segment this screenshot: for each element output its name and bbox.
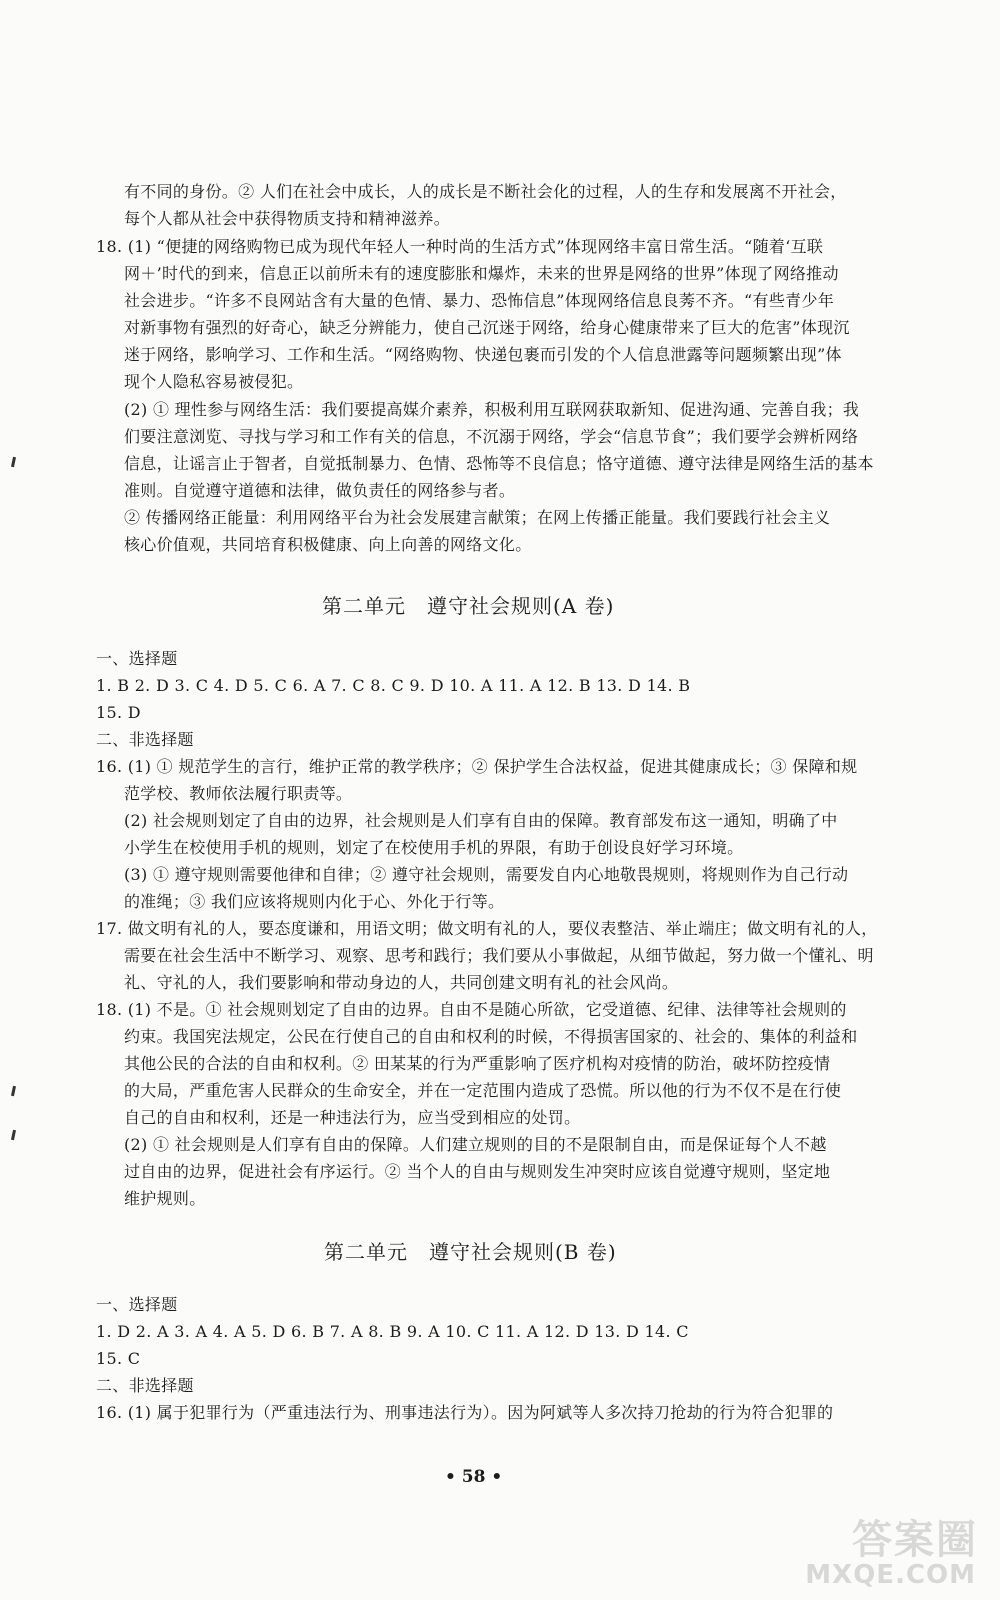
text-line: 范学校、教师依法履行职责等。 — [124, 784, 353, 803]
answer-row: 1. B 2. D 3. C 4. D 5. C 6. A 7. C 8. C 9. D 10. A 11. A 12. B 13. D 14. B — [96, 676, 691, 695]
text-line: 现个人隐私容易被侵犯。 — [124, 372, 304, 391]
watermark-logo: 答案圈 — [852, 1516, 978, 1563]
section-heading: 二、非选择题 — [96, 1376, 194, 1395]
text-line: 迷于网络，影响学习、工作和生活。“网络购物、快递包裹而引发的个人信息泄露等问题频繁出现”体 — [124, 345, 842, 364]
section-title: 第二单元 遵守社会规则(B 卷) — [324, 1240, 617, 1264]
section-heading: 一、选择题 — [96, 1295, 178, 1314]
text-line: 们要注意浏览、寻找与学习和工作有关的信息，不沉溺于网络，学会“信息节食”；我们要学会辨析网络 — [124, 427, 859, 446]
text-line: 18. (1) 不是。① 社会规则划定了自由的边界。自由不是随心所欲，它受道德、纪律、法律等社会规则的 — [96, 1000, 847, 1019]
watermark — [788, 1508, 978, 1590]
text-line: 网＋’时代的到来，信息正以前所未有的速度膨胀和爆炸，未来的世界是网络的世界”体现了网络推动 — [124, 264, 839, 283]
text-line: 信息，让谣言止于智者，自觉抵制暴力、色情、恐怖等不良信息；恪守道德、遵守法律是网络生活的基本 — [124, 454, 874, 473]
answer-row: 1. D 2. A 3. A 4. A 5. D 6. B 7. A 8. B 9. A 10. C 11. A 12. D 13. D 14. C — [96, 1322, 689, 1341]
section-heading: 二、非选择题 — [96, 730, 194, 749]
scan-mark — [11, 1086, 16, 1096]
text-line: 对新事物有强烈的好奇心，缺乏分辨能力，使自己沉迷于网络，给身心健康带来了巨大的危害”体现沉 — [124, 318, 850, 337]
text-line: 18. (1) “便捷的网络购物已成为现代年轻人一种时尚的生活方式”体现网络丰富日常生活。“随着‘互联 — [96, 237, 824, 256]
text-line: 其他公民的合法的自由和权利。② 田某某的行为严重影响了医疗机构对疫情的防治，破坏防控疫情 — [124, 1054, 831, 1073]
text-line: 16. (1) ① 规范学生的言行，维护正常的教学秩序；② 保护学生合法权益，促进其健康成长；③ 保障和规 — [96, 757, 858, 776]
text-line: 礼、守礼的人，我们要影响和带动身边的人，共同创建文明有礼的社会风尚。 — [124, 973, 679, 992]
text-line: (2) 社会规则划定了自由的边界，社会规则是人们享有自由的保障。教育部发布这一通知，明确了中 — [124, 811, 838, 830]
text-line: 小学生在校使用手机的规则，划定了在校使用手机的界限，有助于创设良好学习环境。 — [124, 838, 744, 857]
text-line: 每个人都从社会中获得物质支持和精神滋养。 — [124, 209, 451, 228]
text-line: 有不同的身份。② 人们在社会中成长，人的成长是不断社会化的过程，人的生存和发展离不开社会， — [124, 182, 847, 201]
scan-mark — [11, 457, 16, 467]
text-line: (2) ① 社会规则是人们享有自由的保障。人们建立规则的目的不是限制自由，而是保证每个人不越 — [124, 1135, 827, 1154]
text-line: (2) ① 理性参与网络生活：我们要提高媒介素养，积极利用互联网获取新知、促进沟通、完善自我；我 — [124, 400, 860, 419]
text-line: 的准绳；③ 我们应该将规则内化于心、外化于行等。 — [124, 892, 505, 911]
text-line: 社会进步。“许多不良网站含有大量的色情、暴力、恐怖信息”体现网络信息良莠不齐。“有些青少年 — [124, 291, 835, 310]
answer-row: 15. C — [96, 1349, 141, 1368]
text-line: 过自由的边界，促进社会有序运行。② 当个人的自由与规则发生冲突时应该自觉遵守规则，坚定地 — [124, 1162, 831, 1181]
text-line: 维护规则。 — [124, 1189, 206, 1208]
text-line: (3) ① 遵守规则需要他律和自律；② 遵守社会规则，需要发自内心地敬畏规则，将规则作为自己行动 — [124, 865, 849, 884]
text-line: 准则。自觉遵守道德和法律，做负责任的网络参与者。 — [124, 481, 516, 500]
text-line: 核心价值观，共同培育积极健康、向上向善的网络文化。 — [124, 535, 532, 554]
section-title: 第二单元 遵守社会规则(A 卷) — [322, 594, 615, 618]
text-line: 17. 做文明有礼的人，要态度谦和，用语文明；做文明有礼的人，要仪表整洁、举止端庄；做文明有礼的人， — [96, 919, 878, 938]
section-heading: 一、选择题 — [96, 649, 178, 668]
text-line: 自己的自由和权利，还是一种违法行为，应当受到相应的处罚。 — [124, 1108, 581, 1127]
text-line: ② 传播网络正能量：利用网络平台为社会发展建言献策；在网上传播正能量。我们要践行社会主义 — [124, 508, 831, 527]
answer-row: 15. D — [96, 703, 141, 722]
scan-mark — [11, 1130, 16, 1140]
text-line: 的大局，严重危害人民群众的生命安全，并在一定范围内造成了恐慌。所以他的行为不仅不是在行使 — [124, 1081, 842, 1100]
text-line: 约束。我国宪法规定，公民在行使自己的自由和权利的时候，不得损害国家的、社会的、集体的利益和 — [124, 1027, 858, 1046]
text-line: 需要在社会生活中不断学习、观察、思考和践行；我们要从小事做起，从细节做起，努力做一个懂礼、明 — [124, 946, 874, 965]
page-number: • 58 • — [445, 1467, 503, 1487]
watermark-url: MXQE.COM — [805, 1560, 976, 1590]
text-line: 16. (1) 属于犯罪行为（严重违法行为、刑事违法行为）。因为阿斌等人多次持刀抢劫的行为符合犯罪的 — [96, 1403, 834, 1422]
